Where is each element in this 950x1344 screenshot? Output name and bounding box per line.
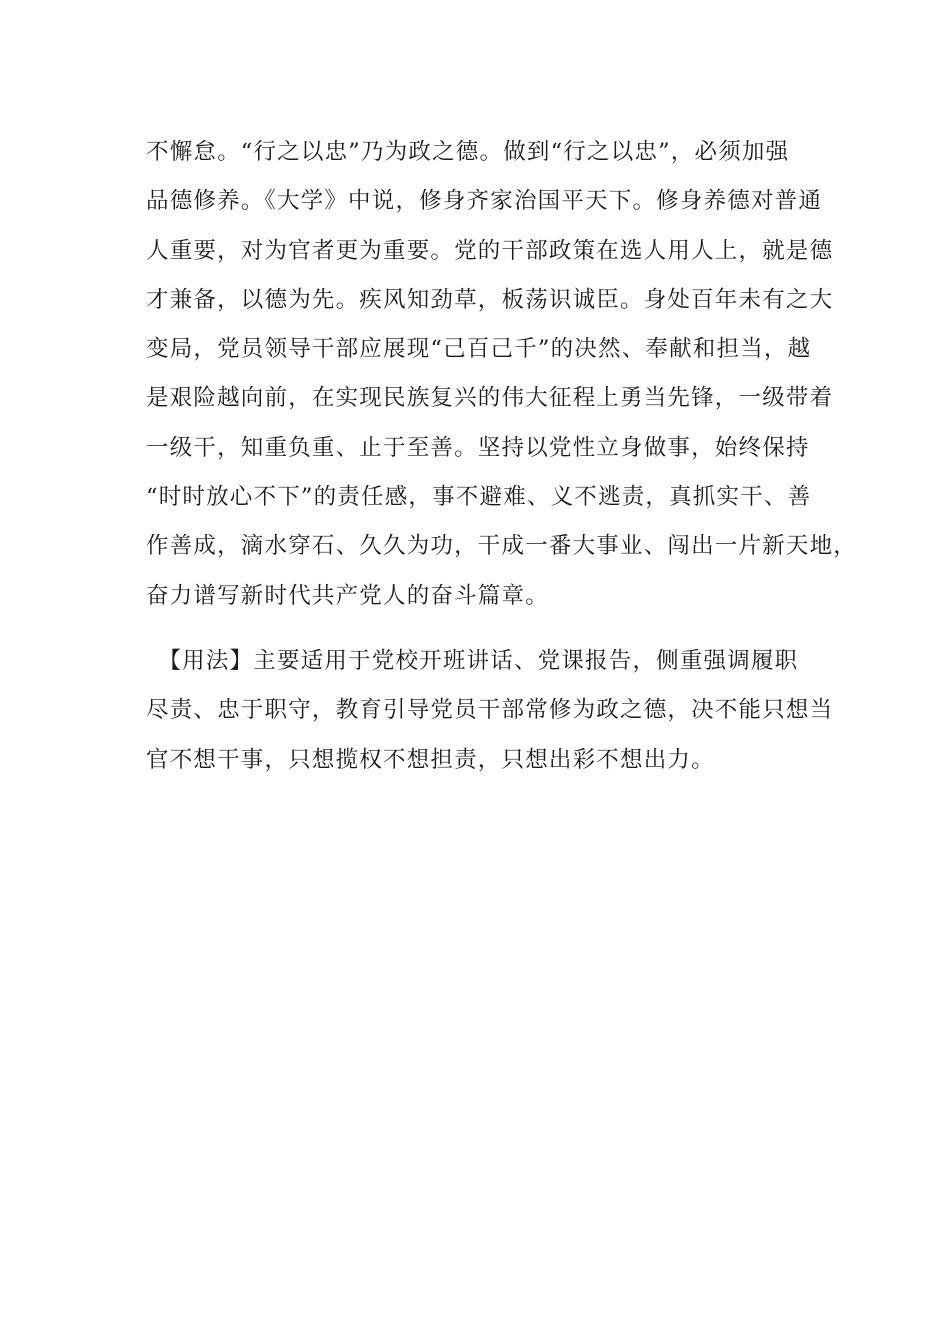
- paragraph-line: 不懈怠。“行之以忠”乃为政之德。做到“行之以忠”，必须加强: [146, 139, 790, 165]
- paragraph-line: 品德修养。《大学》中说，修身齐家治国平天下。修身养德对普通: [146, 188, 823, 215]
- paragraph-line: 尽责、忠于职守，教育引导党员干部常修为政之德，决不能只想当: [146, 697, 834, 724]
- paragraph-line: “时时放心不下”的责任感，事不避难、义不逃责，真抓实干、善: [146, 484, 812, 511]
- usage-paragraph: [146, 637, 834, 785]
- paragraph-line: 变局，党员领导干部应展现“己百己千”的决然、奉献和担当，越: [146, 336, 812, 363]
- paragraph-line: 才兼备，以德为先。疾风知劲草，板荡识诚臣。身处百年未有之大: [146, 286, 834, 313]
- paragraph-line: 作善成，滴水穿石、久久为功，干成一番大事业、闯出一片新天地，: [146, 533, 858, 560]
- body-paragraph: [146, 128, 858, 621]
- paragraph-line: 是艰险越向前，在实现民族复兴的伟大征程上勇当先锋，一级带着: [146, 385, 834, 412]
- paragraph-line: 【用法】主要适用于党校开班讲话、党课报告，侧重强调履职: [146, 648, 799, 674]
- paragraph-line: 一级干，知重负重、止于至善。坚持以党性立身做事，始终保持: [146, 434, 810, 461]
- paragraph-line: 奋力谱写新时代共产党人的奋斗篇章。: [146, 582, 549, 609]
- paragraph-line: 官不想干事，只想揽权不想担责，只想出彩不想出力。: [146, 746, 715, 773]
- paragraph-line: 人重要，对为官者更为重要。党的干部政策在选人用人上，就是德: [146, 237, 834, 264]
